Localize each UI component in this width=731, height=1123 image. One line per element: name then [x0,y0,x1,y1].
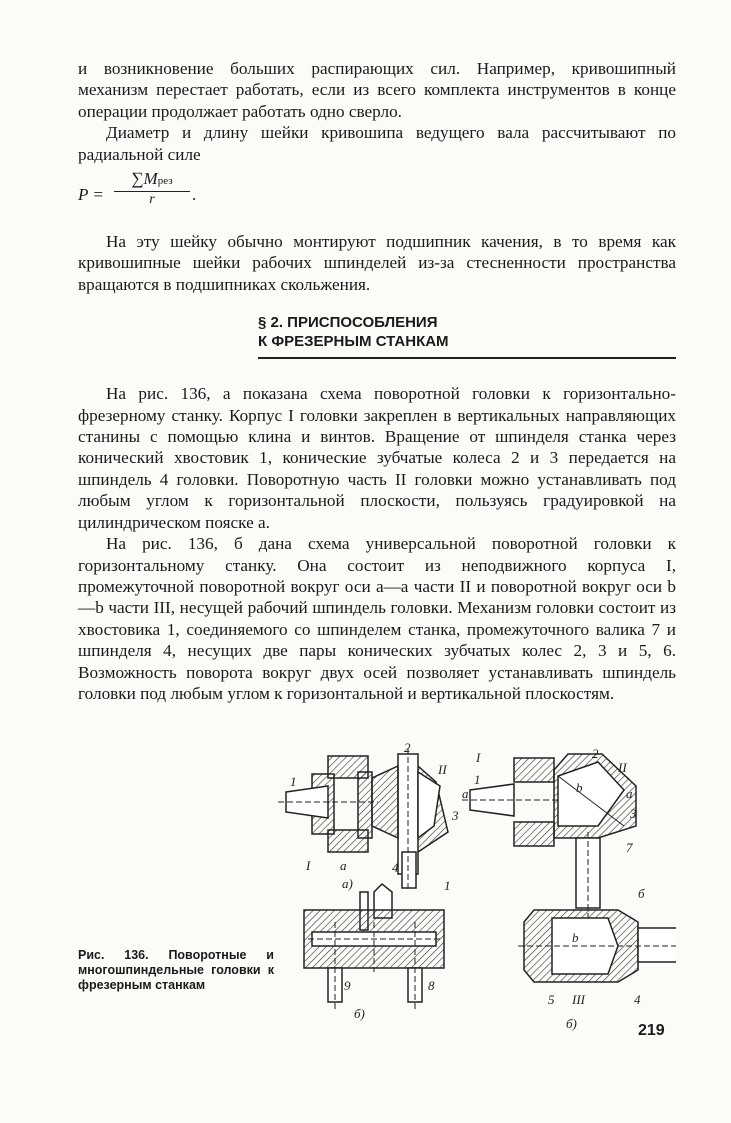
paragraph-bearing: На эту шейку обычно монтируют подшипник качения, в то время как кривошипные шейки рабочих шпинделей из-за стесненности пространства вращаются в подшипниках скольжения. [78,232,676,294]
svg-text:3: 3 [630,806,637,821]
svg-text:а): а) [342,876,353,891]
svg-text:I: I [306,858,311,873]
svg-text:a: a [626,786,633,801]
svg-text:9: 9 [344,978,351,993]
paragraph-continued: и возникновение больших распирающих сил. Например, кривошипный механизм перестает работать, если из всего комплекта инструментов в конце операции продолжает работать одно сверло. [78,59,676,121]
drawing-c [462,754,676,982]
section-heading-line1: § 2. ПРИСПОСОБЛЕНИЯ [258,314,438,332]
formula-end: . [192,185,197,205]
svg-text:8: 8 [428,978,435,993]
svg-text:II: II [438,762,447,777]
svg-text:1: 1 [290,774,297,789]
page-number: 219 [638,1022,665,1039]
svg-text:II: II [618,760,627,775]
figure-caption: Рис. 136. Поворотные и многошпиндельные головки к фрезерным станкам [78,948,274,992]
svg-text:б: б [638,886,645,901]
svg-text:4: 4 [634,992,641,1007]
svg-text:b: b [572,930,579,945]
section-heading-line2: К ФРЕЗЕРНЫМ СТАНКАМ [258,333,449,351]
svg-text:5: 5 [548,992,555,1007]
svg-text:б): б) [354,1006,365,1021]
paragraph-crank-diameter: Диаметр и длину шейки кривошипа ведущего вала рассчитывают по радиальной силе [78,123,676,164]
svg-text:2: 2 [592,746,599,761]
paragraph-fig-136b: На рис. 136, б дана схема универсальной поворотной головки к горизонтальному станку. Она состоит из неподвижного корпуса I, промежуточной поворотной вокруг оси а—а части II и поворотной вокруг оси b—b части III, несущей рабочий шпиндель головки. Механизм головки состоит из хвостовика 1, соединяемого со шпинделем станка, промежуточного валика 7 и шпинделя 4, несущих две пары конических зубчатых колес 2, 3 и 5, 6. Возможность поворота вокруг двух осей позволяет устанавливать шпиндель головки под любым углом к горизонтальной и вертикальной плоскостям. [78,534,676,703]
drawing-b [304,884,444,1010]
paragraph-fig-136a: На рис. 136, а показана схема поворотной головки к горизонтально-фрезерному станку. Корпус I головки закреплен в вертикальных направляющих станины с помощью клина и винтов. Вращение от шпинделя станка через конический хвостовик 1, конические зубчатые колеса 2 и 3 передается на шпиндель 4 головки. Поворотную часть II головки можно устанавливать под любым углом к горизонтальной плоскости, пользуясь градуировкой на цилиндрическом пояске а. [78,384,676,532]
drawing-a [278,748,448,892]
svg-text:4: 4 [392,860,399,875]
svg-text:3: 3 [452,808,459,823]
svg-text:I: I [476,750,481,765]
svg-text:1: 1 [474,772,481,787]
svg-text:a: a [340,858,347,873]
formula-fraction [114,169,190,208]
formula-lhs: P = [78,185,104,205]
svg-text:III: III [572,992,585,1007]
svg-text:1: 1 [444,878,451,893]
formula [78,165,676,231]
section-heading [78,313,676,351]
page-body [78,58,676,704]
svg-text:б): б) [566,1016,577,1031]
formula-numerator: ∑Mрез [114,169,190,192]
svg-text:7: 7 [626,840,633,855]
svg-text:b: b [576,780,583,795]
svg-text:2: 2 [404,742,411,755]
svg-text:a: a [462,786,469,801]
figure-136 [78,742,676,1032]
formula-denominator: r [149,192,155,208]
